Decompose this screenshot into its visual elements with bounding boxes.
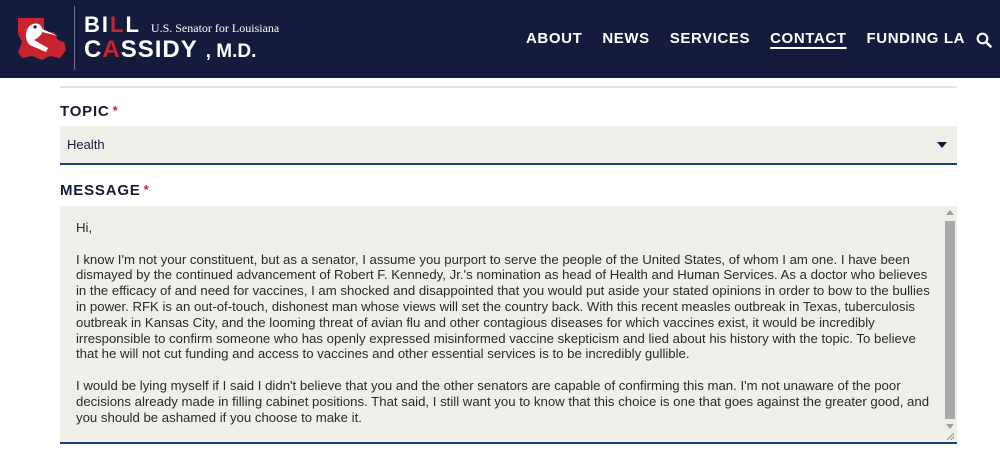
logo-divider bbox=[74, 6, 75, 70]
site-header bbox=[0, 0, 1000, 78]
chevron-down-icon bbox=[937, 142, 947, 148]
logo-subtitle: U.S. Senator for Louisiana bbox=[150, 21, 280, 35]
message-textarea[interactable] bbox=[60, 206, 957, 444]
message-label bbox=[60, 182, 149, 199]
scroll-down-arrow-icon[interactable] bbox=[946, 424, 954, 429]
scroll-up-arrow-icon[interactable] bbox=[946, 210, 954, 215]
textarea-scrollbar[interactable] bbox=[943, 206, 957, 442]
logo-first-name: BILL bbox=[84, 12, 141, 37]
site-logo-text[interactable] bbox=[84, 12, 279, 64]
main-nav bbox=[526, 30, 985, 47]
logo-last-name: CASSIDY bbox=[84, 36, 198, 63]
logo-suffix: , M.D. bbox=[205, 41, 257, 62]
message-label-text: MESSAGE bbox=[60, 182, 141, 199]
required-mark: * bbox=[143, 182, 150, 197]
topic-label-text: TOPIC bbox=[60, 103, 110, 120]
message-text[interactable]: Hi, I know I'm not your constituent, but as a senator, I assume you purport to serve the people of the United States, of whom I am one. I have been dismayed by the continued advancement of Robert F. Kennedy, Jr.'s nomination as head of Health and Human Services. As a doctor who believes in the efficacy of and need for vaccines, I am shocked and disappointed that you would put aside your stated opinions in order to bow to the bullies in power. RFK is an out-of-touch, dishonest man whose views will set the country back. With this recent measles outbreak in Texas, tuberculosis outbreak in Kansas City, and the looming threat of avian flu and other contagious diseases for which vaccines exist, it would be incredibly irresponsible to confirm someone who has openly expressed misinformed vaccine skepticism and lied about his history with the topic. To believe that he will not cut funding and access to vaccines and other essential services is to be incredibly gullible. I would be lying myself if I said I didn't believe that you and the other senators are capable of confirming this man. I'm not unaware of the poor decisions already made in filling cabinet positions. That said, I still want you to know that this choice is one that goes against the greater good, and you should be ashamed if you choose to make it. bbox=[76, 220, 930, 425]
topic-select-value: Health bbox=[67, 137, 105, 152]
louisiana-pelican-logo[interactable] bbox=[14, 12, 68, 64]
required-mark: * bbox=[112, 103, 119, 118]
nav-item-about[interactable]: ABOUT bbox=[526, 30, 583, 47]
topic-select[interactable] bbox=[60, 126, 957, 165]
nav-item-news[interactable]: NEWS bbox=[602, 30, 650, 47]
resize-grip-icon[interactable] bbox=[946, 432, 954, 440]
scrollbar-thumb[interactable] bbox=[945, 221, 955, 419]
form-divider bbox=[60, 86, 957, 88]
search-icon[interactable] bbox=[976, 32, 992, 48]
nav-item-services[interactable]: SERVICES bbox=[669, 30, 751, 47]
nav-item-funding-la[interactable]: FUNDING LA bbox=[866, 30, 966, 47]
nav-item-contact[interactable]: CONTACT bbox=[770, 30, 847, 47]
topic-label bbox=[60, 103, 118, 120]
